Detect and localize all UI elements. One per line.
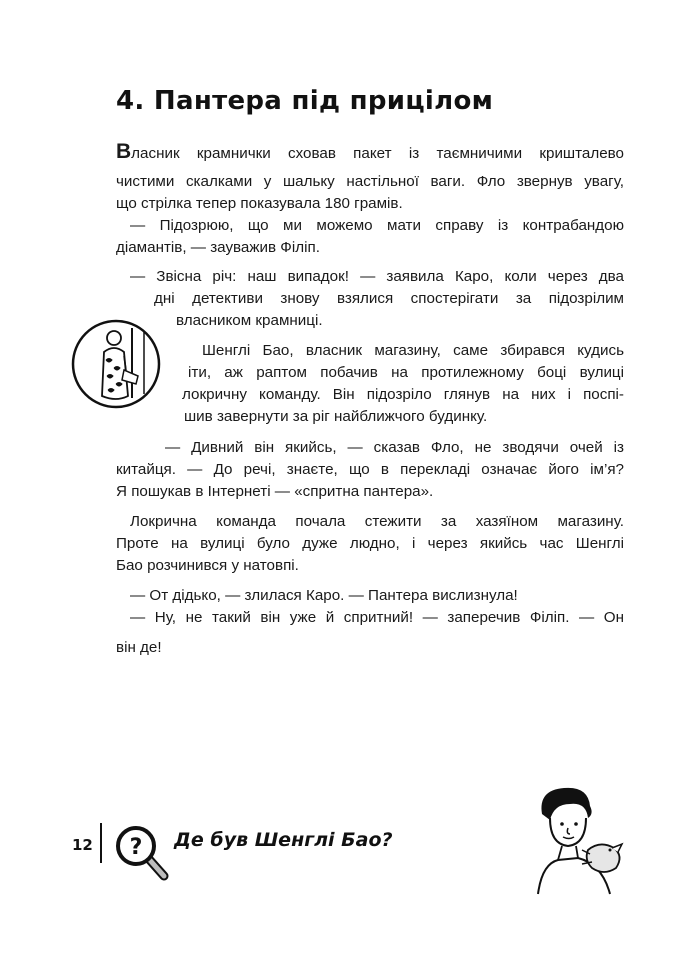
text-line-15: Я пошукав в Інтернеті — «спритна пантера». xyxy=(116,483,434,500)
text-line-13: — Дивний він якийсь, — сказав Фло, не зводячи очей із xyxy=(165,439,624,456)
drop-cap: В xyxy=(116,140,132,163)
text-line-5: діамантів, — зауважив Філіп. xyxy=(116,239,320,256)
text-line-2: чистими скалками у шальку настільної ваги. Фло звернув увагу, xyxy=(116,173,624,190)
footer-divider xyxy=(100,823,102,863)
text-line-8: власником крамниці. xyxy=(176,312,323,329)
text-line-3: що стрілка тепер показувала 180 грамів. xyxy=(116,195,403,212)
text-line-14: китайця. — До речі, знаєте, що в перекладі означає його ім’я? xyxy=(116,461,624,478)
text-line-4: — Підозрюю, що ми можемо мати справу із контрабандою xyxy=(130,217,624,234)
chapter-title: 4. Пантера під прицілом xyxy=(116,86,494,116)
text-line-6: — Звісна річ: наш випадок! — заявила Каро, коли через два xyxy=(130,268,624,285)
text-line-12: шив завернути за ріг найближчого будинку. xyxy=(184,408,488,425)
text-line-1 xyxy=(116,141,624,165)
text-line-10: іти, аж раптом побачив на протилежному боці вулиці xyxy=(188,364,624,381)
page-number: 12 xyxy=(72,836,93,854)
text-line-19: — От дідько, — злилася Каро. — Пантера вислизнула! xyxy=(130,587,518,604)
footer-question: Де був Шенглі Бао? xyxy=(174,829,393,851)
text-line-20: — Ну, не такий він уже й спритний! — заперечив Філіп. — Он xyxy=(130,609,624,626)
text-line-16: Локрична команда почала стежити за хазяїном магазину. xyxy=(130,513,624,530)
magnifier-question-icon xyxy=(114,822,172,882)
text-line-11: локричну команду. Він підозріло глянув на них і поспі- xyxy=(182,386,624,403)
question-mark: ? xyxy=(129,835,143,860)
shopkeeper-illustration xyxy=(70,318,162,410)
girl-with-parrot-illustration xyxy=(528,784,628,896)
text-line-17: Проте на вулиці було дуже людно, і через якийсь час Шенглі xyxy=(116,535,624,552)
text-line-9: Шенглі Бао, власник магазину, саме збирався кудись xyxy=(202,342,624,359)
text-line-7: дні детективи знову взялися спостерігати за підозрілим xyxy=(154,290,624,307)
text-line-21: він де! xyxy=(116,639,162,656)
text-line-18: Бао розчинився у натовпі. xyxy=(116,557,299,574)
text-line-1-rest: ласник крамнички сховав пакет із таємничими кришталево xyxy=(131,145,624,162)
